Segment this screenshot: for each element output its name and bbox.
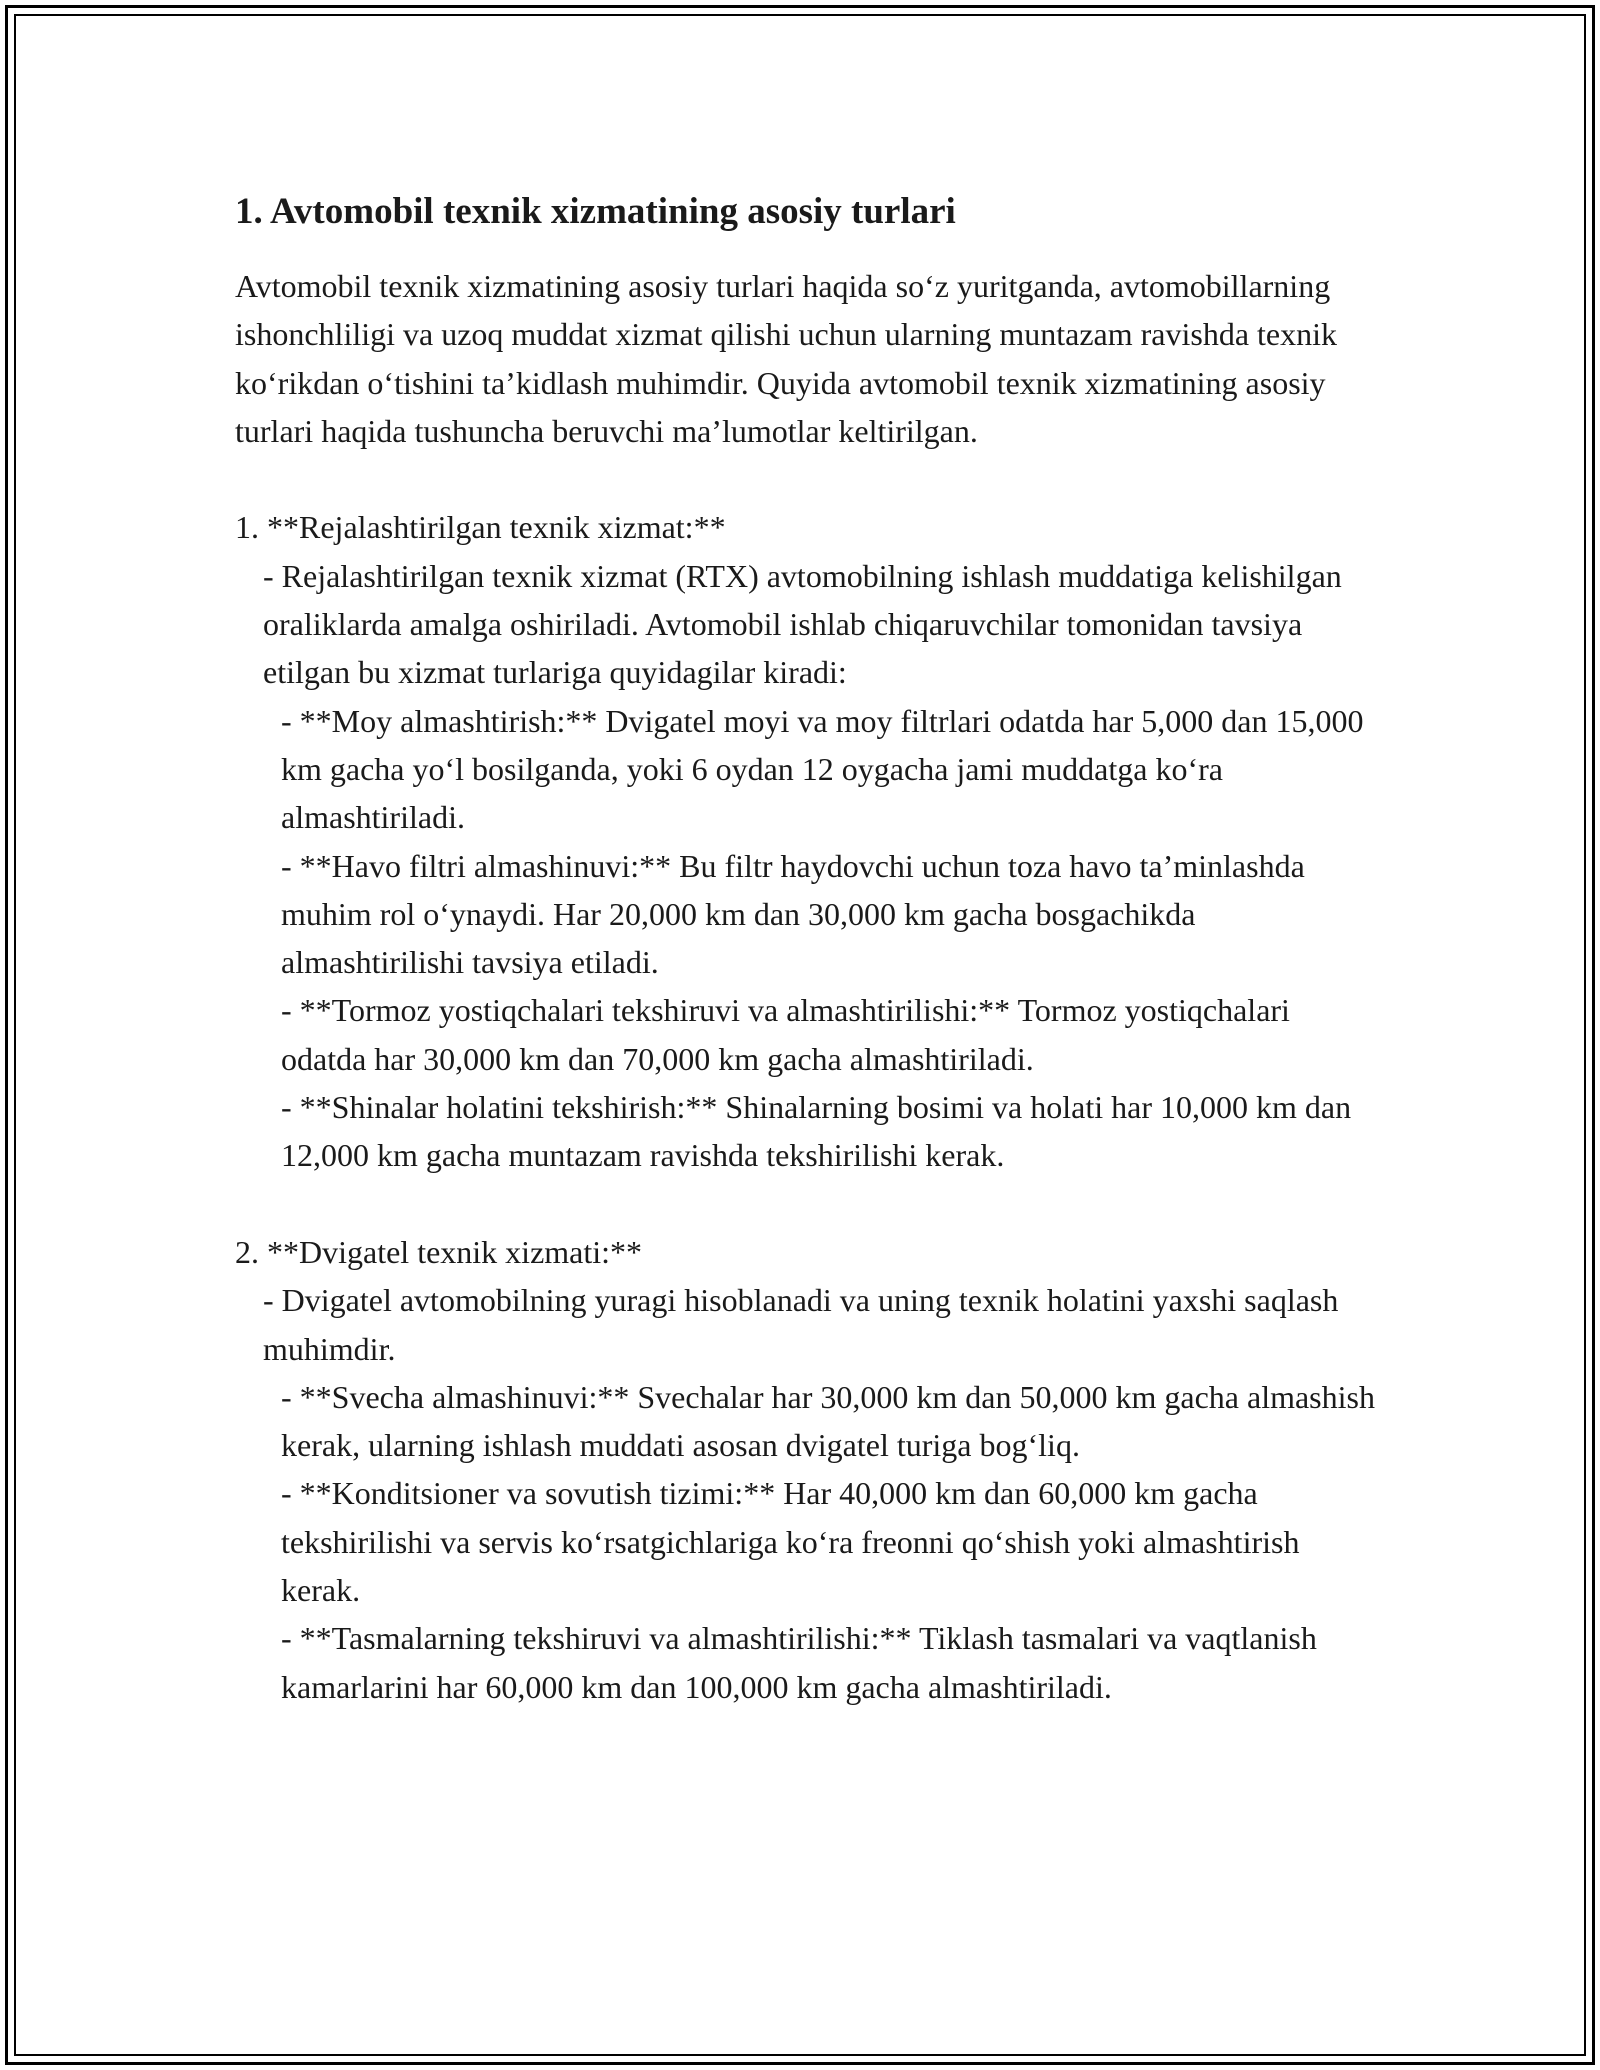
- section-1-description: - Rejalashtirilgan texnik xizmat (RTX) avtomobilning ishlash muddatiga kelishilgan oraliklarda amalga oshiriladi. Avtomobil ishlab chiqaruvchilar tomonidan tavsiya etilgan bu xizmat turlariga quyidagilar kiradi:: [263, 557, 1342, 691]
- section-2-title: 2. **Dvigatel texnik xizmati:**: [235, 1233, 643, 1270]
- intro-paragraph: Avtomobil texnik xizmatining asosiy turlari haqida soʻz yuritganda, avtomobillarning ishonchliligi va uzoq muddat xizmat qilishi uchun ularning muntazam ravishda texnik koʻrikdan oʻtishini taʼkidlash muhimdir. Quyida avtomobil texnik xizmatining asosiy turlari haqida tushuncha beruvchi maʼlumotlar keltirilgan.: [235, 268, 1337, 449]
- section-1-item: - **Havo filtri almashinuvi:** Bu filtr haydovchi uchun toza havo taʼminlashda muhim rol oʻynaydi. Har 20,000 km dan 30,000 km gacha bosgachikda almashtirilishi tavsiya etiladi.: [281, 847, 1305, 981]
- section-2-description: - Dvigatel avtomobilning yuragi hisoblanadi va uning texnik holatini yaxshi saqlash muhimdir.: [263, 1282, 1339, 1367]
- blank-line: [235, 1180, 1375, 1228]
- section-1-item: - **Tormoz yostiqchalari tekshiruvi va almashtirilishi:** Tormoz yostiqchalari odatda har 30,000 km dan 70,000 km gacha almashtiriladi.: [281, 992, 1290, 1077]
- blank-line: [235, 455, 1375, 503]
- section-1-title: 1. **Rejalashtirilgan texnik xizmat:**: [235, 509, 726, 546]
- section-2-item: - **Svecha almashinuvi:** Svechalar har 30,000 km dan 50,000 km gacha almashish kerak, ularning ishlash muddati asosan dvigatel turiga bogʻliq.: [281, 1378, 1375, 1464]
- document-heading: 1. Avtomobil texnik xizmatining asosiy turlari: [235, 191, 956, 232]
- document-body: [235, 188, 1375, 1711]
- section-1-item: - **Shinalar holatini tekshirish:** Shinalarning bosimi va holati har 10,000 km dan 12,000 km gacha muntazam ravishda tekshirilishi kerak.: [281, 1089, 1352, 1174]
- section-1-item: - **Moy almashtirish:** Dvigatel moyi va moy filtrlari odatda har 5,000 dan 15,000 km gacha yoʻl bosilganda, yoki 6 oydan 12 oygacha jami muddatga koʻra almashtiriladi.: [281, 702, 1364, 836]
- section-2-item: - **Konditsioner va sovutish tizimi:** Har 40,000 km dan 60,000 km gacha tekshirilishi va servis koʻrsatgichlariga koʻra freonni qoʻshish yoki almashtirish kerak.: [281, 1475, 1300, 1609]
- section-2-item: - **Tasmalarning tekshiruvi va almashtirilishi:** Tiklash tasmalari va vaqtlanish kamarlarini har 60,000 km dan 100,000 km gacha almashtiriladi.: [281, 1620, 1317, 1705]
